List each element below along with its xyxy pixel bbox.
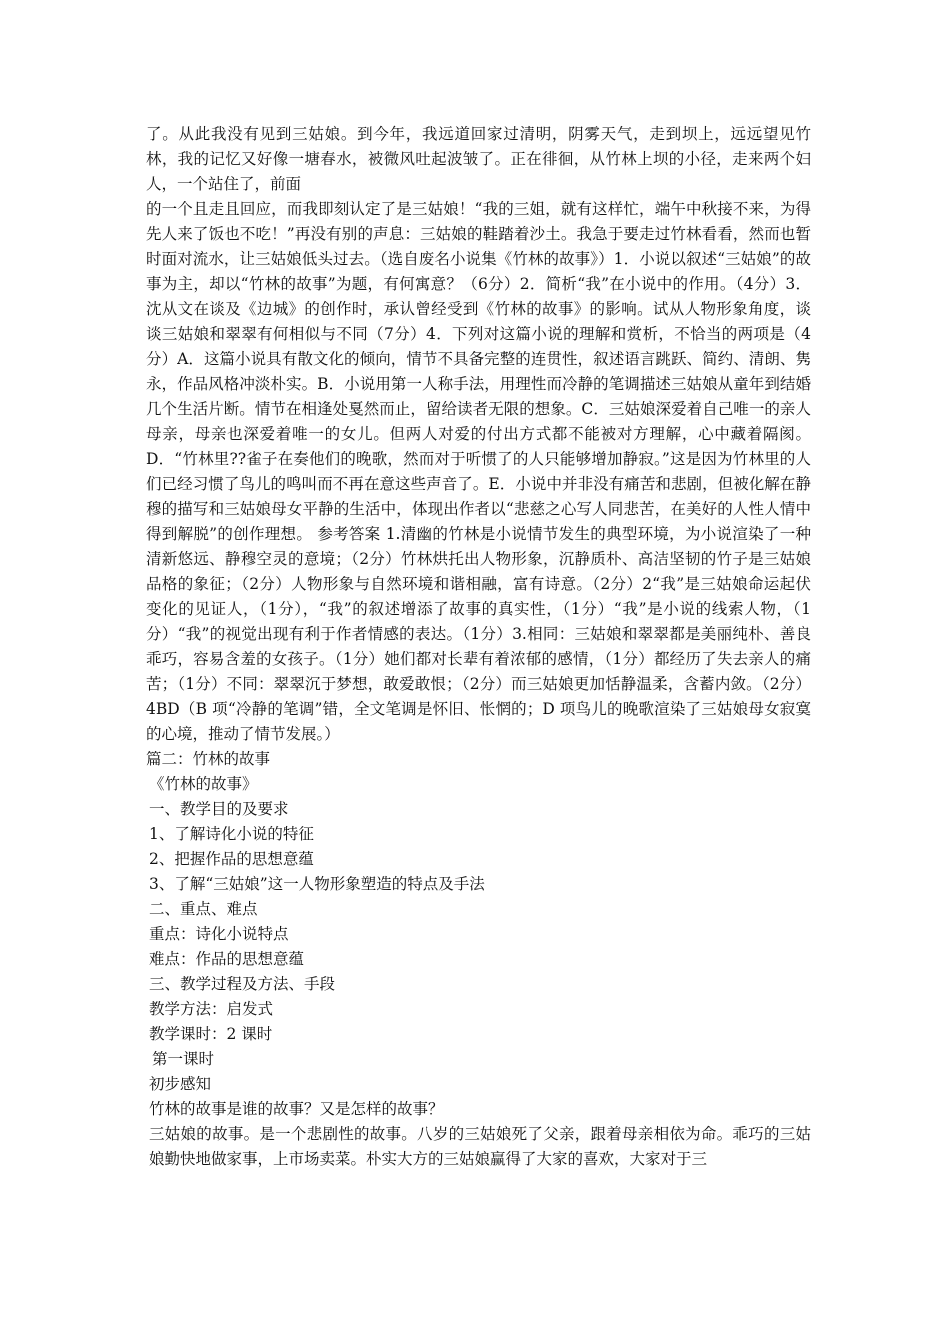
key-point: 重点：诗化小说特点: [149, 925, 289, 943]
first-period-heading: 第一课时: [152, 1050, 215, 1068]
goal-item-3: 3、了解“三姑娘”这一人物形象塑造的特点及手法: [149, 875, 485, 893]
section-title: 篇二：竹林的故事: [146, 750, 271, 768]
goal-item-1: 1、了解诗化小说的特征: [149, 825, 314, 843]
heading-teaching-process: 三、教学过程及方法、手段: [149, 975, 336, 993]
heading-teaching-goals: 一、教学目的及要求: [149, 800, 289, 818]
teaching-method: 教学方法：启发式: [149, 1000, 274, 1018]
heading-key-points: 二、重点、难点: [149, 900, 258, 918]
teaching-hours: 教学课时：2 课时: [149, 1025, 273, 1043]
first-read-heading: 初步感知: [149, 1075, 212, 1093]
goal-item-2: 2、把握作品的思想意蕴: [149, 850, 314, 868]
story-paragraph-1: 了。从此我没有见到三姑娘。到今年，我远道回家过清明，阴雾天气，走到坝上，远远望见竹林，我的记忆又好像一塘春水，被微风吐起波皱了。正在徘徊，从竹林上坝的小径，走来两个妇人，一个站住了，前面: [146, 125, 811, 193]
lesson-answer: 三姑娘的故事。是一个悲剧性的故事。八岁的三姑娘死了父亲，跟着母亲相依为命。乖巧的三姑娘勤快地做家事，上市场卖菜。朴实大方的三姑娘赢得了大家的喜欢，大家对于三: [149, 1125, 811, 1168]
document-page: [146, 122, 811, 1172]
difficulty-point: 难点：作品的思想意蕴: [149, 950, 305, 968]
book-title: 《竹林的故事》: [149, 775, 258, 793]
story-paragraph-2-with-questions-and-answers: 的一个且走且回应，而我即刻认定了是三姑娘！“我的三姐，就有这样忙，端午中秋接不来，为得先人来了饭也不吃！”再没有别的声息：三姑娘的鞋踏着沙土。我急于要走过竹林看看，然而也暂时面对流水，让三姑娘低头过去。（选自废名小说集《竹林的故事》）1．小说以叙述“三姑娘”的故事为主，却以“竹林的故事”为题，有何寓意？（6分）2．简析“我”在小说中的作用。（4分）3．沈从文在谈及《边城》的创作时，承认曾经受到《竹林的故事》的影响。试从人物形象角度，谈谈三姑娘和翠翠有何相似与不同（7分）4．下列对这篇小说的理解和赏析，不恰当的两项是（4分）A．这篇小说具有散文化的倾向，情节不具备完整的连贯性，叙述语言跳跃、简约、清朗、隽永，作品风格冲淡朴实。B．小说用第一人称手法，用理性而冷静的笔调描述三姑娘从童年到结婚几个生活片断。情节在相逢处戛然而止，留给读者无限的想象。C．三姑娘深爱着自己唯一的亲人母亲，母亲也深爱着唯一的女儿。但两人对爱的付出方式都不能被对方理解，心中藏着隔阂。D．“竹林里??雀子在奏他们的晚歌，然而对于听惯了的人只能够增加静寂。”这是因为竹林里的人们已经习惯了鸟儿的鸣叫而不再在意这些声音了。E．小说中并非没有痛苦和悲剧，但被化解在静穆的描写和三姑娘母女平静的生活中，体现出作者以“悲慈之心写人同悲苦，在美好的人性人情中得到解脱”的创作理想。 参考答案 1.清幽的竹林是小说情节发生的典型环境，为小说渲染了一种清新悠远、静穆空灵的意境；（2分）竹林烘托出人物形象，沉静质朴、高洁坚韧的竹子是三姑娘品格的象征；（2分）人物形象与自然环境和谐相融，富有诗意。（2分）2“我”是三姑娘命运起伏变化的见证人，（1分），“我”的叙述增添了故事的真实性，（1分）“我”是小说的线索人物，（1分）“我”的视觉出现有利于作者情感的表达。（1分）3.相同：三姑娘和翠翠都是美丽纯朴、善良乖巧，容易含羞的女孩子。（1分）她们都对长辈有着浓郁的感情，（1分）都经历了失去亲人的痛苦；（1分）不同：翠翠沉于梦想，敢爱敢恨；（2分）而三姑娘更加恬静温柔，含蓄内敛。（2分）4BD（B 项“冷静的笔调”错，全文笔调是怀旧、怅惘的；D 项鸟儿的晚歌渲染了三姑娘母女寂寞的心境，推动了情节发展。）: [146, 200, 811, 743]
lesson-question: 竹林的故事是谁的故事？又是怎样的故事？: [149, 1100, 444, 1118]
